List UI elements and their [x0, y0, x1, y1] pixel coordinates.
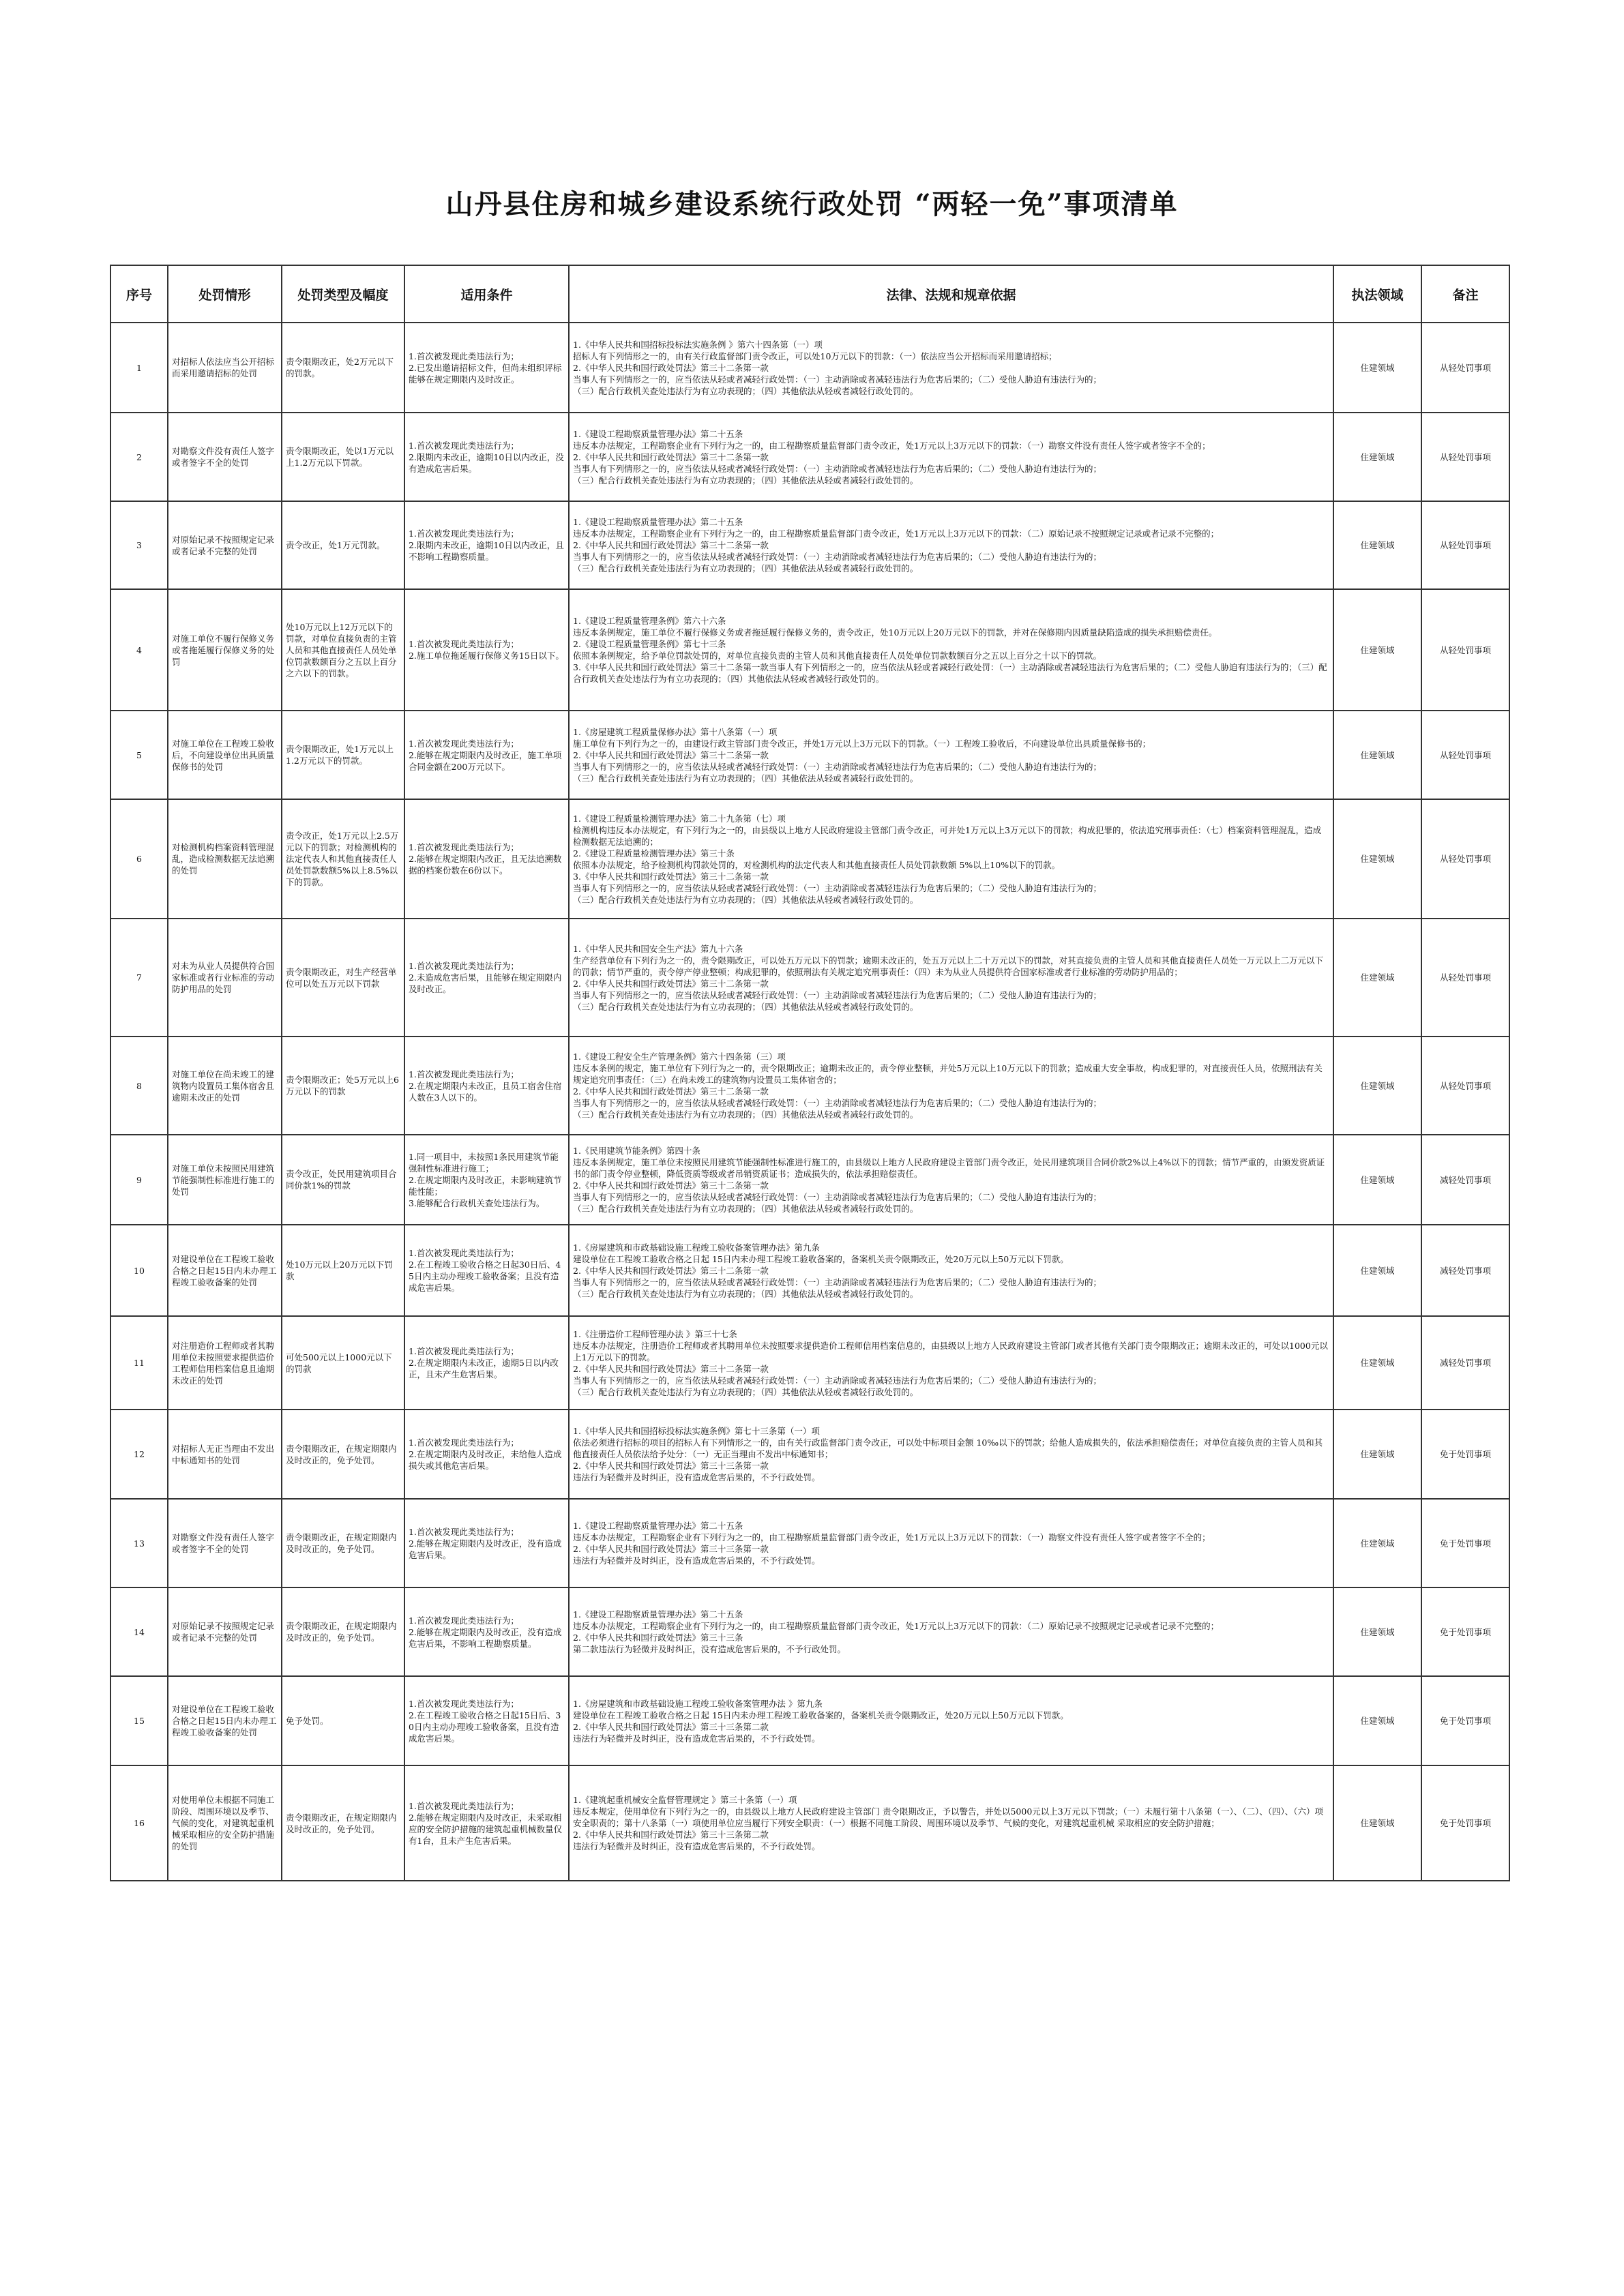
law-line: 当事人有下列情形之一的，应当依法从轻或者减轻行政处罚：（一）主动消除或者减轻违法行为危害后果的；（二）受他人胁迫有违法行为的；: [573, 374, 1102, 385]
row-no: 14: [110, 1587, 168, 1676]
row-type: 责令改正，处民用建筑项目合同价款1%的罚款: [282, 1135, 404, 1225]
law-line: 1.《中华人民共和国安全生产法》第九十六条: [573, 943, 743, 954]
row-type: 处10万元以上12万元以下的罚款，对单位直接负责的主管人员和其他直接责任人员处单位罚款数额百分之五以上百分之六以下的罚款。: [282, 589, 404, 711]
row-law: [569, 1499, 1333, 1587]
row-law: [569, 799, 1333, 919]
row-remark: 免于处罚事项: [1421, 1676, 1509, 1765]
row-no: 10: [110, 1225, 168, 1316]
law-line: （三）配合行政机关查处违法行为有立功表现的；（四）其他依法从轻或者减轻行政处罚的。: [573, 1001, 919, 1012]
law-line: 2.《中华人民共和国行政处罚法》第三十二条第一款: [573, 540, 769, 550]
row-situation: 对勘察文件没有责任人签字或者签字不全的处罚: [168, 413, 282, 501]
law-line: 1.《建设工程勘察质量管理办法》第二十五条: [573, 1609, 743, 1620]
condition-line: 2.能够在规定期限内及时改正，施工单项合同金额在200万元以下。: [409, 749, 562, 772]
table-row: [110, 1037, 1509, 1135]
condition-line: 1.同一项目中，未按照1条民用建筑节能强制性标准进行施工；: [409, 1151, 559, 1174]
row-law: [569, 323, 1333, 413]
law-line: 1.《民用建筑节能条例》第四十条: [573, 1146, 700, 1156]
row-situation: 对注册造价工程师或者其聘用单位未按照要求提供造价工程师信用档案信息且逾期未改正的处罚: [168, 1316, 282, 1410]
row-remark: 免于处罚事项: [1421, 1410, 1509, 1499]
law-line: 1.《房屋建筑和市政基础设施工程竣工验收备案管理办法 》第九条: [573, 1698, 823, 1709]
law-line: 2.《中华人民共和国行政处罚法》第三十二条第一款: [573, 1086, 769, 1097]
law-line: 3.《中华人民共和国行政处罚法》第三十二条第一款: [573, 871, 769, 882]
row-type: 责令限期改正，在规定期限内及时改正的，免予处罚。: [282, 1410, 404, 1499]
row-no: 5: [110, 711, 168, 799]
law-line: （三）配合行政机关查处违法行为有立功表现的；（四）其他依法从轻或者减轻行政处罚的。: [573, 563, 919, 573]
law-line: 检测机构违反本办法规定，有下列行为之一的，由县级以上地方人民政府建设主管部门责令改正，可并处1万元以上3万元以下的罚款；构成犯罪的，依法追究刑事责任：（七）档案资料管理混乱，造成检测数据无法追溯的；: [573, 824, 1322, 847]
condition-line: 1.首次被发现此类违法行为；: [409, 738, 519, 749]
condition-line: 2.未造成危害后果，且能够在规定期限内及时改正。: [409, 972, 562, 994]
row-law: [569, 501, 1333, 589]
law-line: 违反本办法规定，工程勘察企业有下列行为之一的，由工程勘察质量监督部门责令改正，处1万元以上3万元以下的罚款：（二）原始记录不按照规定记录或者记录不完整的；: [573, 528, 1220, 539]
row-conditions: [404, 413, 569, 501]
row-situation: 对招标人依法应当公开招标而采用邀请招标的处罚: [168, 323, 282, 413]
row-law: [569, 1765, 1333, 1881]
law-line: 建设单位在工程竣工验收合格之日起 15日内未办理工程竣工验收备案的，备案机关责令限期改正，处20万元以上50万元以下罚款。: [573, 1710, 1069, 1720]
law-line: 依法必须进行招标的项目的招标人有下列情形之一的，由有关行政监督部门责令改正，可以处中标项目金额 10‰以下的罚款；给他人造成损失的，依法承担赔偿责任；对单位直接负责的主管人员和其他直接责任人员依法给予处分：（一）无正当理由不发出中标通知书；: [573, 1437, 1323, 1459]
row-law: [569, 1316, 1333, 1410]
law-line: 违法行为轻微并及时纠正，没有造成危害后果的，不予行政处罚。: [573, 1733, 821, 1744]
table-row: [110, 589, 1509, 711]
law-line: 2.《中华人民共和国行政处罚法》第三十三条第一款: [573, 1544, 769, 1554]
condition-line: 1.首次被发现此类违法行为；: [409, 842, 519, 852]
condition-line: 1.首次被发现此类违法行为；: [409, 639, 519, 649]
law-line: 2.《中华人民共和国行政处罚法》第三十二条第一款: [573, 362, 769, 373]
row-field: 住建领域: [1333, 711, 1421, 799]
condition-line: 2.在规定期限内未改正，逾期5日以内改正，且未产生危害后果。: [409, 1358, 559, 1380]
law-line: 依照本办法规定，给予检测机构罚款处罚的，对检测机构的法定代表人和其他直接责任人员处罚款数额 5%以上10%以下的罚款。: [573, 859, 1061, 870]
row-situation: 对使用单位未根据不同施工阶段、周围环境以及季节、气候的变化，对建筑起重机械采取相应的安全防护措施的处罚: [168, 1765, 282, 1881]
law-line: 1.《建设工程安全生产管理条例》第六十四条第（三）项: [573, 1052, 786, 1062]
law-line: （三）配合行政机关查处违法行为有立功表现的；（四）其他依法从轻或者减轻行政处罚的。: [573, 1109, 919, 1120]
row-conditions: [404, 1587, 569, 1676]
table-row: [110, 1765, 1509, 1881]
row-type: 处10万元以上20万元以下罚款: [282, 1225, 404, 1316]
table-row: [110, 413, 1509, 501]
law-line: 施工单位有下列行为之一的，由建设行政主管部门责令改正，并处1万元以上3万元以下的罚款。（一）工程竣工验收后，不向建设单位出具质量保修书的；: [573, 738, 1151, 749]
row-conditions: [404, 711, 569, 799]
law-line: 违反本条例规定，施工单位未按照民用建筑节能强制性标准进行施工的，由县级以上地方人民政府建设主管部门责令改正，处民用建筑项目合同价款2%以上4%以下的罚款；情节严重的，由颁发资质证书的部门责令停业整顿，降低资质等级或者吊销资质证书；造成损失的，依法承担赔偿责任。: [573, 1157, 1325, 1179]
law-line: 生产经营单位有下列行为之一的，责令限期改正，可以处五万元以下的罚款；逾期未改正的，处五万元以上二十万元以下的罚款，对其直接负责的主管人员和其他直接责任人员处一万元以上二万元以下的罚款；情节严重的，责令停产停业整顿；构成犯罪的，依照刑法有关规定追究刑事责任：（四）未为从业人员提供符合国家标准或者行业标准的劳动防护用品的；: [573, 955, 1324, 977]
condition-line: 2.在规定期限内未改正，且员工宿舍住宿人数在3人以下的。: [409, 1080, 562, 1103]
row-no: 8: [110, 1037, 168, 1135]
law-line: 违反本办法规定，工程勘察企业有下列行为之一的，由工程勘察质量监督部门责令改正，处1万元以上3万元以下的罚款：（二）原始记录不按照规定记录或者记录不完整的；: [573, 1621, 1220, 1631]
law-line: 当事人有下列情形之一的，应当依法从轻或者减轻行政处罚：（一）主动消除或者减轻违法行为危害后果的；（二）受他人胁迫有违法行为的；: [573, 1098, 1102, 1108]
law-line: 当事人有下列情形之一的，应当依法从轻或者减轻行政处罚：（一）主动消除或者减轻违法行为危害后果的；（二）受他人胁迫有违法行为的；: [573, 463, 1102, 474]
header-situation: 处罚情形: [168, 265, 282, 323]
row-conditions: [404, 919, 569, 1037]
row-no: 15: [110, 1676, 168, 1765]
row-law: [569, 1037, 1333, 1135]
header-field: 执法领域: [1333, 265, 1421, 323]
condition-line: 2.已发出邀请招标文件，但尚未组织评标能够在规定期限内及时改正。: [409, 362, 562, 385]
row-law: [569, 919, 1333, 1037]
row-field: 住建领域: [1333, 589, 1421, 711]
condition-line: 2.限期内未改正，逾期10日以内改正，没有造成危害后果。: [409, 451, 564, 474]
table-row: [110, 1316, 1509, 1410]
row-remark: 从轻处罚事项: [1421, 1037, 1509, 1135]
row-remark: 从轻处罚事项: [1421, 413, 1509, 501]
table-row: [110, 1135, 1509, 1225]
header-type: 处罚类型及幅度: [282, 265, 404, 323]
row-situation: 对建设单位在工程竣工验收合格之日起15日内未办理工程竣工验收备案的处罚: [168, 1225, 282, 1316]
law-line: 招标人有下列情形之一的，由有关行政监督部门责令改正，可以处10万元以下的罚款：（一）依法应当公开招标而采用邀请招标；: [573, 351, 1057, 361]
law-line: 当事人有下列情形之一的，应当依法从轻或者减轻行政处罚：（一）主动消除或者减轻违法行为危害后果的；（二）受他人胁迫有违法行为的；: [573, 552, 1102, 562]
condition-line: 1.首次被发现此类违法行为；: [409, 1248, 519, 1258]
row-type: 责令改正，处1万元以上2.5万元以下的罚款；对检测机构的法定代表人和其他直接责任人员处罚款数额5%以上8.5%以下的罚款。: [282, 799, 404, 919]
row-field: 住建领域: [1333, 1676, 1421, 1765]
law-line: 当事人有下列情形之一的，应当依法从轻或者减轻行政处罚：（一）主动消除或者减轻违法行为危害后果的；（二）受他人胁迫有违法行为的；: [573, 1277, 1102, 1287]
row-remark: 从轻处罚事项: [1421, 323, 1509, 413]
law-line: 违法行为轻微并及时纠正，没有造成危害后果的，不予行政处罚。: [573, 1555, 821, 1566]
condition-line: 1.首次被发现此类违法行为；: [409, 351, 519, 361]
law-line: （三）配合行政机关查处违法行为有立功表现的；（四）其他依法从轻或者减轻行政处罚的。: [573, 773, 919, 784]
row-type: 责令限期改正，在规定期限内及时改正的，免予处罚。: [282, 1587, 404, 1676]
row-no: 9: [110, 1135, 168, 1225]
table-row: [110, 799, 1509, 919]
page-title: 山丹县住房和城乡建设系统行政处罚 “两轻一免”事项清单: [445, 188, 1179, 220]
condition-line: 1.首次被发现此类违法行为；: [409, 961, 519, 971]
row-type: 责令限期改正，处2万元以下的罚款。: [282, 323, 404, 413]
row-situation: 对未为从业人员提供符合国家标准或者行业标准的劳动防护用品的处罚: [168, 919, 282, 1037]
row-remark: 减轻处罚事项: [1421, 1135, 1509, 1225]
header-law: 法律、法规和规章依据: [569, 265, 1333, 323]
row-situation: 对施工单位不履行保修义务或者拖延履行保修义务的处罚: [168, 589, 282, 711]
condition-line: 2.能够在规定期限内改正，且无法追溯数据的档案份数在6份以下。: [409, 854, 562, 876]
condition-line: 1.首次被发现此类违法行为；: [409, 1526, 519, 1537]
row-type: 责令限期改正，处1万元以上1.2万元以下的罚款。: [282, 711, 404, 799]
table-row: [110, 323, 1509, 413]
row-conditions: [404, 1316, 569, 1410]
row-field: 住建领域: [1333, 501, 1421, 589]
row-law: [569, 1410, 1333, 1499]
condition-line: 1.首次被发现此类违法行为；: [409, 1800, 519, 1811]
row-type: 责令限期改正，处以1万元以上1.2万元以下罚款。: [282, 413, 404, 501]
law-line: 2.《中华人民共和国行政处罚法》第三十二条第一款: [573, 749, 769, 760]
row-type: 责令限期改正，在规定期限内及时改正的，免予处罚。: [282, 1765, 404, 1881]
condition-line: 3.能够配合行政机关查处违法行为。: [409, 1197, 545, 1208]
row-law: [569, 1135, 1333, 1225]
law-line: 依照本条例规定，给予单位罚款处罚的，对单位直接负责的主管人员和其他直接责任人员处单位罚款数额百分之五以上百分之十以下的罚款。: [573, 651, 1102, 661]
law-line: 违反本办法规定，注册造价工程师或者其聘用单位未按照要求提供造价工程师信用档案信息的，由县级以上地方人民政府建设主管部门或者其他有关部门责令限期改正；逾期未改正的，可处以1000元以上1万元以下的罚款。: [573, 1340, 1328, 1362]
law-line: 1.《中华人民共和国招标投标法实施条例 》第六十四条第（一）项: [573, 339, 823, 350]
row-conditions: [404, 1499, 569, 1587]
header-remark: 备注: [1421, 265, 1509, 323]
law-line: 2.《中华人民共和国行政处罚法》第三十二条第一款: [573, 1363, 769, 1374]
law-line: 2.《中华人民共和国行政处罚法》第三十三条: [573, 1632, 743, 1643]
row-field: 住建领域: [1333, 919, 1421, 1037]
table-row: [110, 1410, 1509, 1499]
table-row: [110, 711, 1509, 799]
row-situation: 对招标人无正当理由不发出中标通知书的处罚: [168, 1410, 282, 1499]
law-line: 违反本条例规定，施工单位不履行保修义务或者拖延履行保修义务的，责令改正，处10万元以上20万元以下的罚款，并对在保修期内因质量缺陷造成的损失承担赔偿责任。: [573, 627, 1217, 638]
row-remark: 免于处罚事项: [1421, 1587, 1509, 1676]
condition-line: 1.首次被发现此类违法行为；: [409, 528, 519, 539]
row-situation: 对勘察文件没有责任人签字或者签字不全的处罚: [168, 1499, 282, 1587]
row-remark: 从轻处罚事项: [1421, 799, 1509, 919]
law-line: 当事人有下列情形之一的，应当依法从轻或者减轻行政处罚：（一）主动消除或者减轻违法行为危害后果的；（二）受他人胁迫有违法行为的；: [573, 989, 1102, 1000]
table-row: [110, 501, 1509, 589]
condition-line: 1.首次被发现此类违法行为；: [409, 1069, 519, 1079]
row-field: 住建领域: [1333, 1499, 1421, 1587]
row-remark: 从轻处罚事项: [1421, 589, 1509, 711]
row-no: 11: [110, 1316, 168, 1410]
row-field: 住建领域: [1333, 1587, 1421, 1676]
law-line: （三）配合行政机关查处违法行为有立功表现的；（四）其他依法从轻或者减轻行政处罚的。: [573, 385, 919, 396]
law-line: 1.《建设工程勘察质量管理办法》第二十五条: [573, 428, 743, 439]
law-line: 1.《建设工程勘察质量管理办法》第二十五条: [573, 1521, 743, 1531]
law-line: 违反本办法规定，工程勘察企业有下列行为之一的，由工程勘察质量监督部门责令改正，处1万元以上3万元以下的罚款：（一）勘察文件没有责任人签字或者签字不全的；: [573, 1532, 1211, 1542]
row-remark: 免于处罚事项: [1421, 1499, 1509, 1587]
law-line: 第二款违法行为轻微并及时纠正，没有造成危害后果的，不予行政处罚。: [573, 1644, 846, 1654]
row-field: 住建领域: [1333, 323, 1421, 413]
row-law: [569, 1676, 1333, 1765]
row-situation: 对施工单位在尚未竣工的建筑物内设置员工集体宿舍且逾期未改正的处罚: [168, 1037, 282, 1135]
row-situation: 对原始记录不按照规定记录或者记录不完整的处罚: [168, 501, 282, 589]
row-field: 住建领域: [1333, 1037, 1421, 1135]
row-no: 12: [110, 1410, 168, 1499]
table-row: [110, 1225, 1509, 1316]
law-line: 2.《中华人民共和国行政处罚法》第三十二条第一款: [573, 978, 769, 989]
row-law: [569, 413, 1333, 501]
row-field: 住建领域: [1333, 1765, 1421, 1881]
row-type: 责令限期改正，在规定期限内及时改正的，免予处罚。: [282, 1499, 404, 1587]
row-field: 住建领域: [1333, 1225, 1421, 1316]
row-no: 13: [110, 1499, 168, 1587]
law-line: 当事人有下列情形之一的，应当依法从轻或者减轻行政处罚：（一）主动消除或者减轻违法行为危害后果的；（二）受他人胁迫有违法行为的；: [573, 882, 1102, 893]
law-line: （三）配合行政机关查处违法行为有立功表现的；（四）其他依法从轻或者减轻行政处罚的。: [573, 1386, 919, 1397]
row-type: 责令限期改正；处5万元以上6万元以下的罚款: [282, 1037, 404, 1135]
law-line: 违反本规定，使用单位有下列行为之一的，由县级以上地方人民政府建设主管部门 责令限期改正，予以警告，并处以5000元以上3万元以下罚款；（一）未履行第十八条第（一）、（二）、（四）、（六）项安全职责的；第十八条第（一）项使用单位应当履行下列安全职责：（一）根据不同施工阶段、周围环境以及季节、气候的变化，对建筑起重机械 采取相应的安全防护措施；: [573, 1806, 1323, 1828]
law-line: 1.《建设工程质量管理条例》第六十六条: [573, 616, 726, 626]
table-row: [110, 919, 1509, 1037]
row-field: 住建领域: [1333, 799, 1421, 919]
law-line: 违法行为轻微并及时纠正，没有造成危害后果的，不予行政处罚。: [573, 1841, 821, 1851]
row-law: [569, 711, 1333, 799]
condition-line: 2.在工程竣工验收合格之日起15日后、30日内主动办理竣工验收备案，且没有造成危害后果。: [409, 1710, 561, 1744]
row-field: 住建领域: [1333, 1135, 1421, 1225]
table-header-row: [110, 265, 1509, 323]
row-conditions: [404, 1410, 569, 1499]
row-remark: 从轻处罚事项: [1421, 501, 1509, 589]
row-remark: 从轻处罚事项: [1421, 711, 1509, 799]
condition-line: 2.在规定期限内及时改正，未影响建筑节能性能；: [409, 1174, 562, 1197]
law-line: 当事人有下列情形之一的，应当依法从轻或者减轻行政处罚：（一）主动消除或者减轻违法行为危害后果的；（二）受他人胁迫有违法行为的；: [573, 761, 1102, 772]
row-conditions: [404, 1135, 569, 1225]
condition-line: 1.首次被发现此类违法行为；: [409, 1698, 519, 1709]
law-line: 1.《注册造价工程师管理办法 》第三十七条: [573, 1328, 737, 1339]
row-remark: 从轻处罚事项: [1421, 919, 1509, 1037]
row-conditions: [404, 1037, 569, 1135]
row-no: 6: [110, 799, 168, 919]
condition-line: 2.在规定期限内及时改正，未给他人造成损失或其他危害后果。: [409, 1449, 562, 1471]
law-line: 1.《建筑起重机械安全监督管理规定 》第三十条第（一）项: [573, 1795, 797, 1805]
law-line: 2.《中华人民共和国行政处罚法》第三十三条第一款: [573, 1461, 769, 1471]
law-line: 2.《中华人民共和国行政处罚法》第三十三条第二款: [573, 1830, 769, 1840]
row-remark: 减轻处罚事项: [1421, 1316, 1509, 1410]
table-row: [110, 1676, 1509, 1765]
row-situation: 对检测机构档案资料管理混乱，造成检测数据无法追溯的处罚: [168, 799, 282, 919]
law-line: 违法行为轻微并及时纠正，没有造成危害后果的，不予行政处罚。: [573, 1472, 821, 1482]
row-conditions: [404, 501, 569, 589]
table-row: [110, 1499, 1509, 1587]
law-line: 当事人有下列情形之一的，应当依法从轻或者减轻行政处罚：（一）主动消除或者减轻违法行为危害后果的；（二）受他人胁迫有违法行为的；: [573, 1375, 1102, 1386]
law-line: （三）配合行政机关查处违法行为有立功表现的；（四）其他依法从轻或者减轻行政处罚的。: [573, 1204, 919, 1214]
condition-line: 2.在工程竣工验收合格之日起30日后、45日内主动办理竣工验收备案；且没有造成危害后果。: [409, 1259, 561, 1293]
law-line: 当事人有下列情形之一的，应当依法从轻或者减轻行政处罚：（一）主动消除或者减轻违法行为危害后果的；（二）受他人胁迫有违法行为的；: [573, 1192, 1102, 1202]
law-line: 违反本条例的规定，施工单位有下列行为之一的，责令限期改正；逾期未改正的，责令停业整顿，并处5万元以上10万元以下的罚款；造成重大安全事故，构成犯罪的，对直接责任人员，依照刑法有关规定追究刑事责任：（三）在尚未竣工的建筑物内设置员工集体宿舍的；: [573, 1063, 1323, 1085]
law-line: （三）配合行政机关查处违法行为有立功表现的；（四）其他依法从轻或者减轻行政处罚的。: [573, 894, 919, 905]
row-law: [569, 589, 1333, 711]
row-situation: 对原始记录不按照规定记录或者记录不完整的处罚: [168, 1587, 282, 1676]
row-remark: 减轻处罚事项: [1421, 1225, 1509, 1316]
row-situation: 对施工单位在工程竣工验收后，不向建设单位出具质量保修书的处罚: [168, 711, 282, 799]
law-line: （三）配合行政机关查处违法行为有立功表现的；（四）其他依法从轻或者减轻行政处罚的。: [573, 1288, 919, 1299]
row-no: 7: [110, 919, 168, 1037]
row-field: 住建领域: [1333, 1410, 1421, 1499]
row-conditions: [404, 799, 569, 919]
law-line: 2.《中华人民共和国行政处罚法》第三十三条第二款: [573, 1721, 769, 1732]
row-conditions: [404, 1676, 569, 1765]
row-no: 4: [110, 589, 168, 711]
table-row: [110, 1587, 1509, 1676]
law-line: 1.《中华人民共和国招标投标法实施条例》第七十三条第（一）项: [573, 1426, 820, 1436]
law-line: 1.《建设工程勘察质量管理办法》第二十五条: [573, 517, 743, 527]
header-conditions: 适用条件: [404, 265, 569, 323]
row-field: 住建领域: [1333, 1316, 1421, 1410]
row-conditions: [404, 1765, 569, 1881]
row-type: 责令限期改正，对生产经营单位可以处五万元以下罚款: [282, 919, 404, 1037]
row-conditions: [404, 589, 569, 711]
row-no: 3: [110, 501, 168, 589]
row-remark: 免于处罚事项: [1421, 1765, 1509, 1881]
row-conditions: [404, 1225, 569, 1316]
header-no: 序号: [110, 265, 168, 323]
row-situation: 对施工单位未按照民用建筑节能强制性标准进行施工的处罚: [168, 1135, 282, 1225]
condition-line: 1.首次被发现此类违法行为；: [409, 1346, 519, 1356]
row-field: 住建领域: [1333, 413, 1421, 501]
law-line: 1.《房屋建筑工程质量保修办法》第十八条第（一）项: [573, 726, 778, 737]
law-line: 2.《建设工程质量检测管理办法》第三十条: [573, 848, 735, 859]
condition-line: 1.首次被发现此类违法行为；: [409, 1437, 519, 1448]
law-line: 2.《建设工程质量管理条例》第七十三条: [573, 639, 726, 649]
row-no: 1: [110, 323, 168, 413]
row-conditions: [404, 323, 569, 413]
law-line: 2.《中华人民共和国行政处罚法》第三十二条第一款: [573, 451, 769, 462]
condition-line: 2.能够在规定期限内及时改正，没有造成危害后果。: [409, 1538, 562, 1560]
condition-line: 2.能够在规定期限内及时改正，没有造成危害后果，不影响工程勘察质量。: [409, 1626, 562, 1649]
condition-line: 2.能够在规定期限内及时改正，未采取相应的安全防护措施的建筑起重机械数量仅有1台，且未产生危害后果。: [409, 1812, 563, 1846]
law-line: 建设单位在工程竣工验收合格之日起 15日内未办理工程竣工验收备案的，备案机关责令限期改正，处20万元以上50万元以下罚款。: [573, 1253, 1069, 1264]
law-line: 2.《中华人民共和国行政处罚法》第三十二条第一款: [573, 1180, 769, 1191]
condition-line: 2.施工单位拖延履行保修义务15日以下。: [409, 651, 564, 661]
row-type: 免予处罚。: [282, 1676, 404, 1765]
row-no: 16: [110, 1765, 168, 1881]
row-law: [569, 1225, 1333, 1316]
law-line: 1.《建设工程质量检测管理办法》第二十九条第（七）项: [573, 813, 786, 824]
law-line: 1.《房屋建筑和市政基础设施工程竣工验收备案管理办法》第九条: [573, 1242, 820, 1253]
condition-line: 2.限期内未改正，逾期10日以内改正，且不影响工程勘察质量。: [409, 540, 564, 562]
law-line: 2.《中华人民共和国行政处罚法》第三十二条第一款: [573, 1265, 769, 1276]
penalty-table: [110, 265, 1510, 1881]
law-line: （三）配合行政机关查处违法行为有立功表现的；（四）其他依法从轻或者减轻行政处罚的。: [573, 475, 919, 486]
row-type: 责令改正，处1万元罚款。: [282, 501, 404, 589]
condition-line: 1.首次被发现此类违法行为；: [409, 1615, 519, 1626]
row-law: [569, 1587, 1333, 1676]
law-line: 违反本办法规定，工程勘察企业有下列行为之一的，由工程勘察质量监督部门责令改正，处1万元以上3万元以下的罚款：（一）勘察文件没有责任人签字或者签字不全的；: [573, 440, 1211, 451]
row-situation: 对建设单位在工程竣工验收合格之日起15日内未办理工程竣工验收备案的处罚: [168, 1676, 282, 1765]
row-no: 2: [110, 413, 168, 501]
row-type: 可处500元以上1000元以下的罚款: [282, 1316, 404, 1410]
law-line: 3.《中华人民共和国行政处罚法》第三十二条第一款当事人有下列情形之一的，应当依法从轻或者减轻行政处罚：（一）主动消除或者减轻违法行为危害后果的；（二）受他人胁迫有违法行为的；（三）配合行政机关查处违法行为有立功表现的；（四）其他依法从轻或者减轻行政处罚的。: [573, 662, 1327, 684]
condition-line: 1.首次被发现此类违法行为；: [409, 440, 519, 451]
